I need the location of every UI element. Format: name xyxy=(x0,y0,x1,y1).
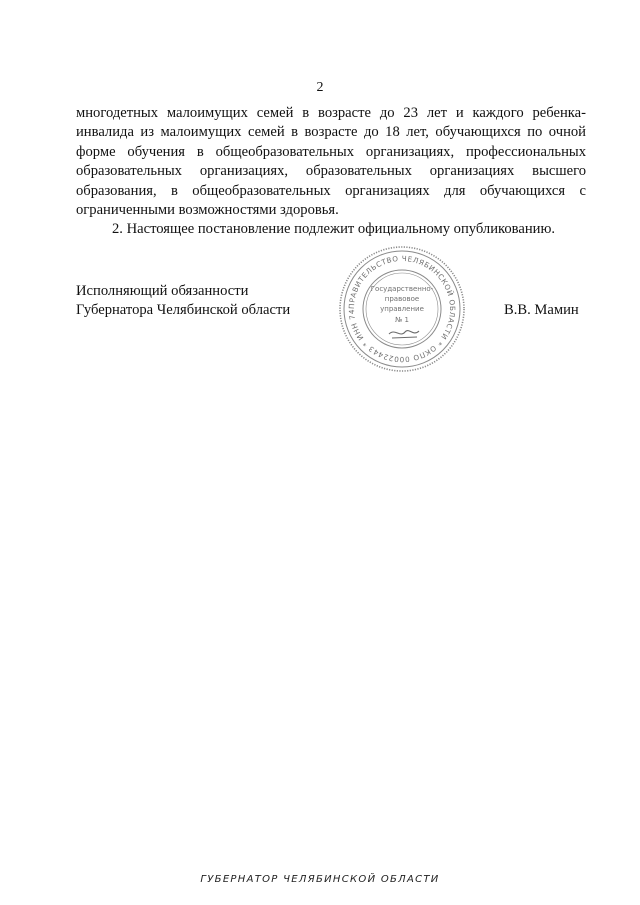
seal-center-line-3: управление xyxy=(380,305,424,313)
signatory-title-line-2: Губернатора Челябинской области xyxy=(76,302,291,319)
paragraph-continuation: многодетных малоимущих семей в возрасте до 23 лет и каждого ребенка-инвалида из малоимущих семей в возрасте до 18 лет, обучающихся по очной форме обучения в общеобразовательных организациях, профессиональных образовательных организациях, образовательных организациях высшего образования, в общеобразовательных организациях для обучающихся с ограниченными возможностями здоровья. xyxy=(76,105,586,219)
document-body xyxy=(76,104,586,240)
page-number: 2 xyxy=(316,80,324,95)
signatory-title xyxy=(76,282,290,321)
official-seal-stamp xyxy=(337,244,467,374)
seal-outer-text: ПРАВИТЕЛЬСТВО ЧЕЛЯБИНСКОЙ ОБЛАСТИ * ОКПО 00022443 * ИНН 74 xyxy=(346,253,458,365)
signatory-title-line-1: Исполняющий обязанности xyxy=(76,283,249,299)
paragraph-publication-clause: 2. Настоящее постановление подлежит официальному опубликованию. xyxy=(112,221,556,238)
seal-graphic xyxy=(337,244,467,374)
seal-center-line-1: Государственно- xyxy=(370,285,434,293)
handwritten-signature-mark xyxy=(389,331,419,338)
svg-text:ПРАВИТЕЛЬСТВО ЧЕЛЯБИНСКОЙ ОБЛА xyxy=(337,244,457,364)
signatory-name: В.В. Мамин xyxy=(504,302,579,318)
seal-center-line-2: правовое xyxy=(384,295,420,303)
footer-letterhead: ГУБЕРНАТОР ЧЕЛЯБИНСКОЙ ОБЛАСТИ xyxy=(200,874,440,885)
seal-center-line-4: № 1 xyxy=(395,316,409,324)
